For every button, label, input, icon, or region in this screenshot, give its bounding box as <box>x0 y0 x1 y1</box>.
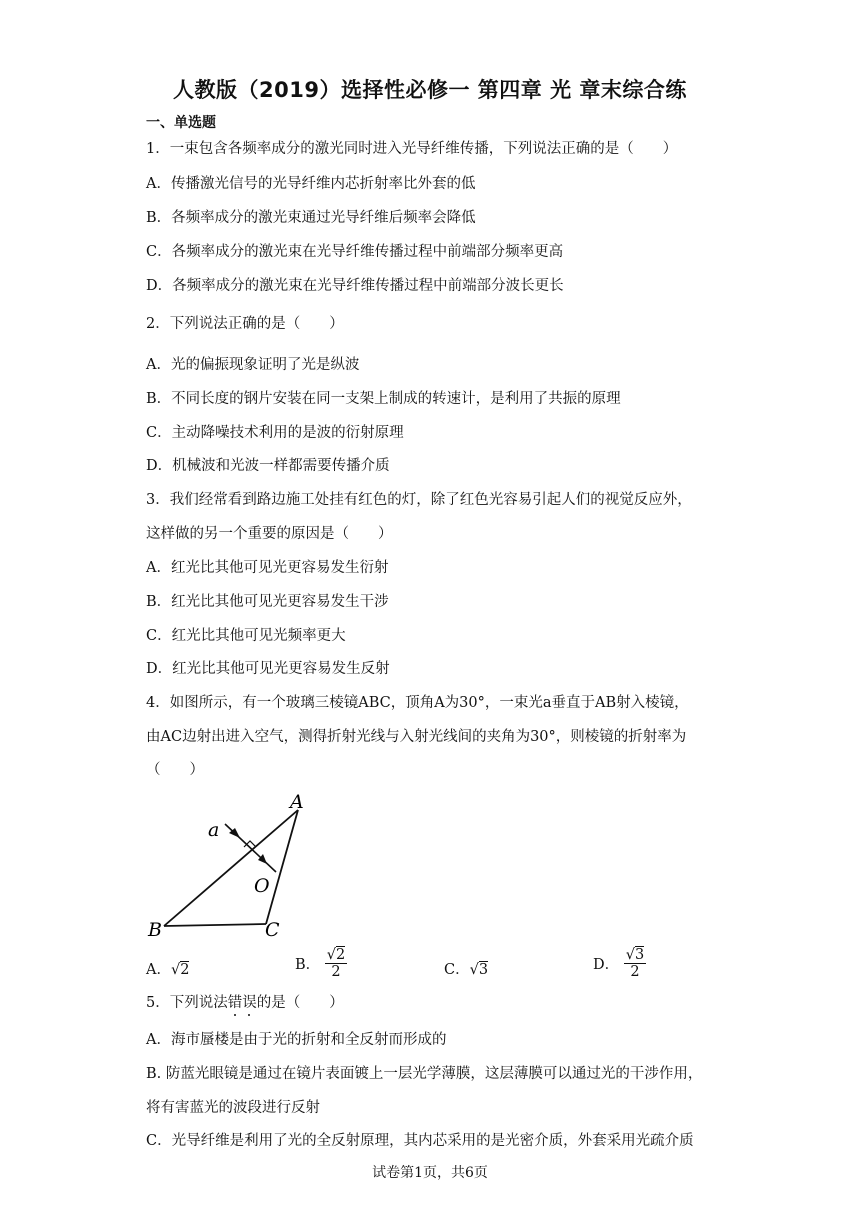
prism-edge-ab <box>164 810 298 926</box>
q2-option-d: D．机械波和光波一样都需要传播介质 <box>146 458 390 474</box>
q5-option-a: A．海市蜃楼是由于光的折射和全反射而形成的 <box>146 1032 447 1048</box>
q2-stem: 2．下列说法正确的是（ ） <box>146 316 344 332</box>
q4-option-b: B． $\frac{√2}{2}$ <box>295 947 346 980</box>
q3-option-a: A．红光比其他可见光更容易发生衍射 <box>146 560 389 576</box>
q3-option-d: D．红光比其他可见光更容易发生反射 <box>146 661 390 677</box>
q2-option-a: A．光的偏振现象证明了光是纵波 <box>146 357 360 373</box>
label-a-ray: a <box>208 819 220 841</box>
q1-option-d: D．各频率成分的激光束在光导纤维传播过程中前端部分波长更长 <box>146 278 564 294</box>
page-title: 人教版（2019）选择性必修一 第四章 光 章末综合练 <box>173 78 687 102</box>
label-A: A <box>290 791 304 813</box>
q1-option-b: B．各频率成分的激光束通过光导纤维后频率会降低 <box>146 210 476 226</box>
q4-stem-line3: （ ） <box>146 762 204 778</box>
emphasis-char-2: 误 <box>242 995 257 1011</box>
q5-option-c: C．光导纤维是利用了光的全反射原理，其内芯采用的是光密介质，外套采用光疏介质 <box>146 1133 694 1149</box>
q1-option-a: A．传播激光信号的光导纤维内芯折射率比外套的低 <box>146 176 476 192</box>
q3-option-b: B．红光比其他可见光更容易发生干涉 <box>146 594 389 610</box>
section-heading: 一、单选题 <box>146 115 216 131</box>
page-footer: 试卷第1页，共6页 <box>372 1165 488 1181</box>
q4-option-c: C．√3 <box>444 962 489 978</box>
prism-figure <box>140 788 330 943</box>
q5-stem: 5．下列说法错误的是（ ） <box>146 995 344 1011</box>
q5-option-b-line1: B. 防蓝光眼镜是通过在镜片表面镀上一层光学薄膜，这层薄膜可以通过光的干涉作用， <box>146 1066 703 1082</box>
q3-stem-line1: 3．我们经常看到路边施工处挂有红色的灯，除了红色光容易引起人们的视觉反应外， <box>146 492 692 508</box>
q4-stem-line1: 4．如图所示，有一个玻璃三棱镜ABC，顶角A为30°，一束光a垂直于AB射入棱镜， <box>146 695 689 711</box>
emphasis-char-1: 错 <box>227 995 243 1011</box>
q2-option-c: C．主动降噪技术利用的是波的衍射原理 <box>146 425 404 441</box>
q3-stem-line2: 这样做的另一个重要的原因是（ ） <box>146 526 393 542</box>
label-B: B <box>148 919 162 941</box>
q1-option-c: C．各频率成分的激光束在光导纤维传播过程中前端部分频率更高 <box>146 244 564 260</box>
q4-option-a: A．√2 <box>146 962 190 978</box>
q1-stem: 1．一束包含各频率成分的激光同时进入光导纤维传播，下列说法正确的是（ ） <box>146 141 678 157</box>
q4-stem-line2: 由AC边射出进入空气，测得折射光线与入射光线间的夹角为30°，则棱镜的折射率为 <box>146 729 687 745</box>
label-O: O <box>254 875 270 897</box>
q5-option-b-line2: 将有害蓝光的波段进行反射 <box>146 1100 320 1116</box>
q3-option-c: C．红光比其他可见光频率更大 <box>146 628 346 644</box>
q4-option-d: D． $\frac{√3}{2}$ <box>593 947 645 980</box>
prism-edge-bc <box>164 924 266 926</box>
q2-option-b: B．不同长度的钢片安装在同一支架上制成的转速计，是利用了共振的原理 <box>146 391 621 407</box>
label-C: C <box>265 919 280 941</box>
